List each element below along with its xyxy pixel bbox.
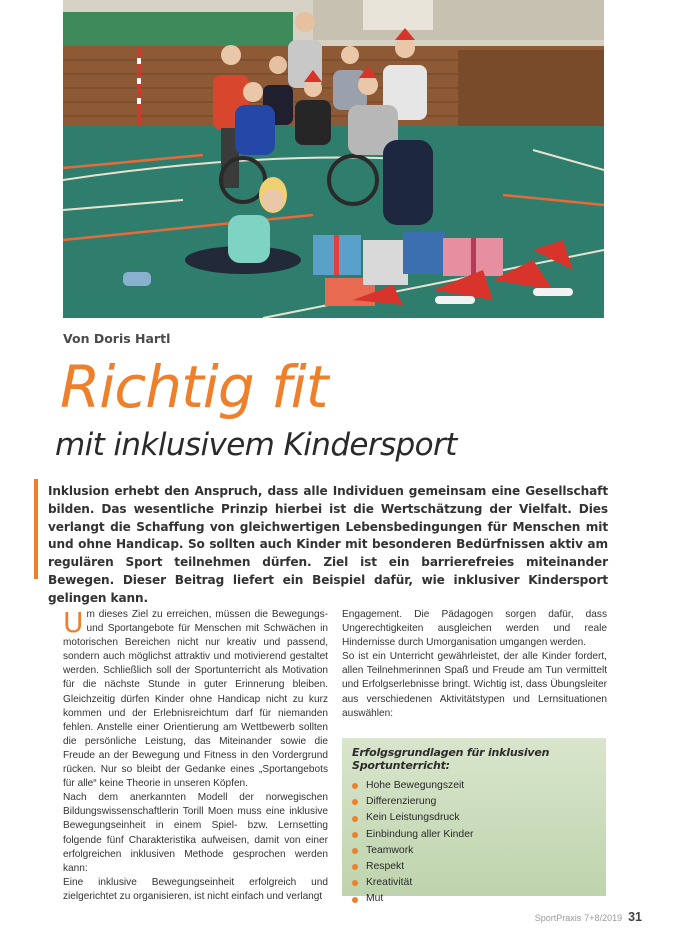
bullet-icon xyxy=(352,880,358,886)
info-box xyxy=(342,738,606,905)
list-item: Einbindung aller Kinder xyxy=(352,827,596,843)
list-item: Teamwork xyxy=(352,843,596,859)
page-footer xyxy=(535,908,642,926)
page-number: 31 xyxy=(628,910,642,924)
body-paragraph: So ist ein Unterricht gewährleistet, der alle Kinder fordert, allen Teilnehmerinnen Spaß und Freude am Tun vermittelt und Erfolgserlebnisse bringt. Wichtig ist, dass Übungsleiter aus verschiedenen Aktivitätstypen und Lernsituationen auswählen: xyxy=(342,651,607,719)
bullet-icon xyxy=(352,832,358,838)
body-paragraph: Eine inklusive Bewegungseinheit erfolgreich und zielgerichtet zu organisieren, ist nicht einfach und verlangt xyxy=(63,876,328,902)
byline: Von Doris Hartl xyxy=(63,331,171,346)
bullet-icon xyxy=(352,897,358,903)
article-title: Richtig fit xyxy=(60,353,328,421)
drop-cap: U xyxy=(63,606,84,639)
magazine-name: SportPraxis xyxy=(534,913,582,923)
lead-paragraph: Inklusion erhebt den Anspruch, dass alle Individuen gemeinsam eine Gesellschaft bilden. Das wesentliche Prinzip hierbei ist die Wertschätzung der Vielfalt. Dies verlangt die Schaffung von gleichwertigen Lebensbedingungen für Menschen mit und ohne Handicap. So sollten auch Kinder mit besonderen Bedürfnissen aktiv am regulären Sport teilnehmen dürfen. Ziel ist ein barrierefreies miteinander Bewegen. Dieser Beitrag liefert ein Beispiel dafür, wie inklusiver Kindersport gelingen kann. xyxy=(48,484,608,605)
gym-group-photo xyxy=(63,0,604,318)
info-box-heading: Erfolgsgrundlagen für inklusiven Sportunterricht: xyxy=(352,746,550,772)
body-column-right xyxy=(342,608,607,721)
list-item: Kein Leistungsdruck xyxy=(352,810,596,826)
info-box-list xyxy=(352,778,596,908)
issue-number: 7+8/2019 xyxy=(584,913,623,923)
body-paragraph: Nach dem anerkannten Modell der norwegischen Bildungswissenschaftlerin Torill Moen muss eine inklusive Bewegungseinheit in einem Spiel- bzw. Lernsetting folgende fünf Charakteristika aufweisen, damit von einer erfolgreichen inklusiven Methode gesprochen werden kann: xyxy=(63,792,328,874)
list-item: Respekt xyxy=(352,859,596,875)
lead-accent-bar xyxy=(34,479,38,579)
article-photo xyxy=(63,0,604,318)
bullet-icon xyxy=(352,816,358,822)
body-paragraph: Engagement. Die Pädagogen sorgen dafür, dass Ungerechtigkeiten ausgleichen werden und reale Hindernisse durch Umorganisation umgangen werden. xyxy=(342,609,607,649)
body-column-left xyxy=(63,608,328,904)
list-item: Mut xyxy=(352,891,596,907)
list-item: Hohe Bewegungszeit xyxy=(352,778,596,794)
bullet-icon xyxy=(352,799,358,805)
bullet-icon xyxy=(352,783,358,789)
bullet-icon xyxy=(352,864,358,870)
list-item: Differenzierung xyxy=(352,794,596,810)
body-paragraph xyxy=(63,608,328,791)
article-subtitle: mit inklusivem Kindersport xyxy=(55,427,457,463)
body-text: m dieses Ziel zu erreichen, müssen die Bewegungs- und Sportangebote für Menschen mit Schwächen in motorischen Bereichen nicht nur kreativ und passend, sondern auch möglichst attraktiv und motivierend gestaltet werden. Schließlich soll der Sportunterricht als Motivation für die nächste Stunde in guter Erinnerung bleiben. Gleichzeitig dürfen Kinder ohne Handicap nicht zu kurz kommen und der Erlebnisreichtum darf für niemanden fehlen. Anstelle einer Orientierung am Wettbewerb sollten die persönliche Leistung, das Miteinander sowie die Freude an der Bewegung und Fitness in den Vordergrund rücken. Nur so bleibt der Gedanke eines „Sportangebots für alle“ keine Theorie in unseren Köpfen. xyxy=(63,609,328,790)
bullet-icon xyxy=(352,848,358,854)
list-item: Kreativität xyxy=(352,875,596,891)
